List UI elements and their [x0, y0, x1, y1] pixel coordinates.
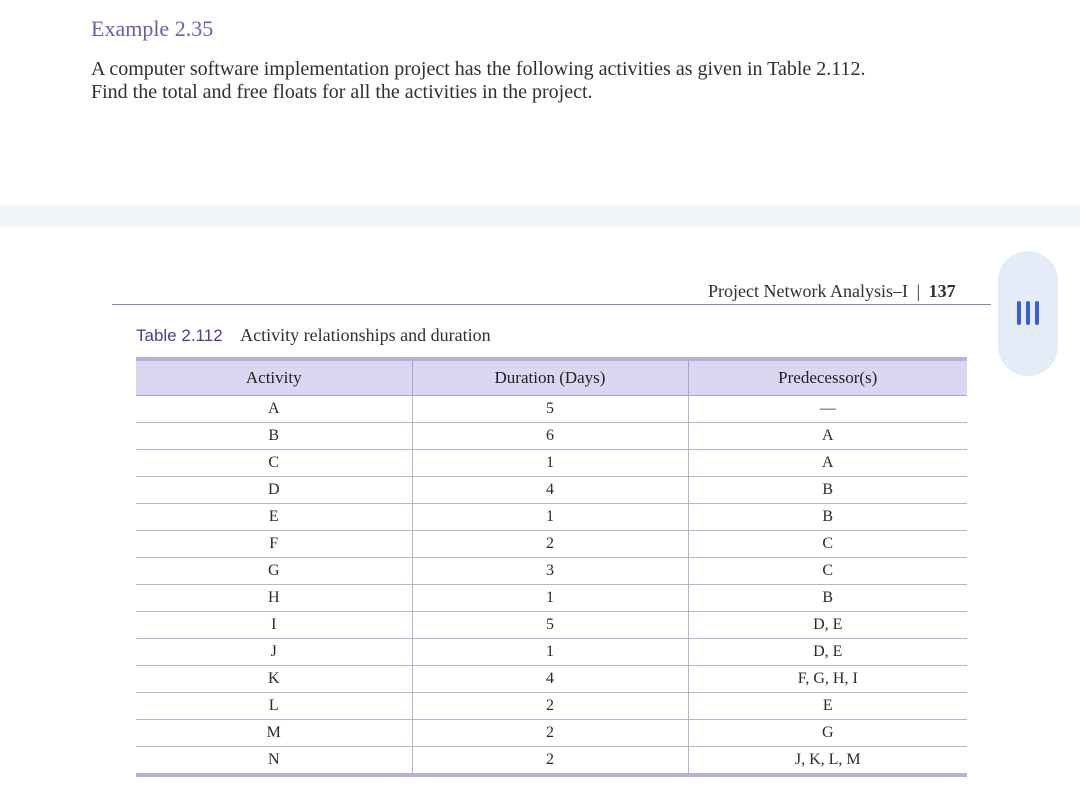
duration-cell: 2 [412, 531, 688, 558]
activity-cell: M [136, 720, 412, 747]
activity-cell: L [136, 693, 412, 720]
duration-cell: 1 [412, 450, 688, 477]
table-row [136, 396, 967, 423]
activity-cell: N [136, 747, 412, 776]
activity-cell: G [136, 558, 412, 585]
table-caption-label: Table 2.112 [136, 326, 223, 345]
header-separator: | [916, 281, 921, 301]
menu-button[interactable] [998, 251, 1058, 376]
column-header-duration: Duration (Days) [412, 359, 688, 396]
predecessor-cell: — [688, 396, 967, 423]
predecessor-cell: E [688, 693, 967, 720]
predecessor-cell: B [688, 504, 967, 531]
predecessor-cell: D, E [688, 639, 967, 666]
table-row [136, 666, 967, 693]
menu-bars-icon [1017, 301, 1039, 325]
duration-cell: 5 [412, 612, 688, 639]
activity-cell: F [136, 531, 412, 558]
table-header-row [136, 359, 967, 396]
activity-cell: K [136, 666, 412, 693]
activity-cell: B [136, 423, 412, 450]
running-title: Project Network Analysis–I [708, 281, 908, 301]
predecessor-cell: A [688, 423, 967, 450]
table-row [136, 558, 967, 585]
predecessor-cell: F, G, H, I [688, 666, 967, 693]
predecessor-cell: D, E [688, 612, 967, 639]
table-row [136, 531, 967, 558]
predecessor-cell: A [688, 450, 967, 477]
activity-cell: J [136, 639, 412, 666]
column-header-activity: Activity [136, 359, 412, 396]
predecessor-cell: G [688, 720, 967, 747]
column-header-predecessors: Predecessor(s) [688, 359, 967, 396]
table-caption [136, 325, 491, 346]
duration-cell: 2 [412, 720, 688, 747]
duration-cell: 1 [412, 585, 688, 612]
table-row [136, 585, 967, 612]
table-row [136, 720, 967, 747]
duration-cell: 2 [412, 693, 688, 720]
table-caption-text: Activity relationships and duration [240, 325, 491, 345]
duration-cell: 1 [412, 504, 688, 531]
table-row [136, 693, 967, 720]
table-row [136, 639, 967, 666]
table-row [136, 450, 967, 477]
predecessor-cell: B [688, 477, 967, 504]
table-row [136, 477, 967, 504]
example-title: Example 2.35 [91, 16, 214, 41]
activity-cell: D [136, 477, 412, 504]
duration-cell: 1 [412, 639, 688, 666]
activity-cell: E [136, 504, 412, 531]
problem-statement [91, 58, 1051, 104]
duration-cell: 3 [412, 558, 688, 585]
activity-table [136, 357, 967, 777]
duration-cell: 2 [412, 747, 688, 776]
duration-cell: 4 [412, 666, 688, 693]
table-row [136, 612, 967, 639]
table-row [136, 423, 967, 450]
activity-cell: H [136, 585, 412, 612]
header-rule [112, 304, 991, 305]
predecessor-cell: J, K, L, M [688, 747, 967, 776]
duration-cell: 5 [412, 396, 688, 423]
activity-cell: C [136, 450, 412, 477]
predecessor-cell: B [688, 585, 967, 612]
running-header [708, 281, 956, 302]
activity-cell: A [136, 396, 412, 423]
page-separator [0, 205, 1080, 227]
problem-line: Find the total and free floats for all the activities in the project. [91, 81, 593, 103]
predecessor-cell: C [688, 558, 967, 585]
predecessor-cell: C [688, 531, 967, 558]
page-number: 137 [928, 281, 956, 301]
activity-cell: I [136, 612, 412, 639]
duration-cell: 6 [412, 423, 688, 450]
table-row [136, 504, 967, 531]
table-row [136, 747, 967, 776]
problem-line: A computer software implementation project has the following activities as given in Table 2.112. [91, 58, 866, 80]
duration-cell: 4 [412, 477, 688, 504]
